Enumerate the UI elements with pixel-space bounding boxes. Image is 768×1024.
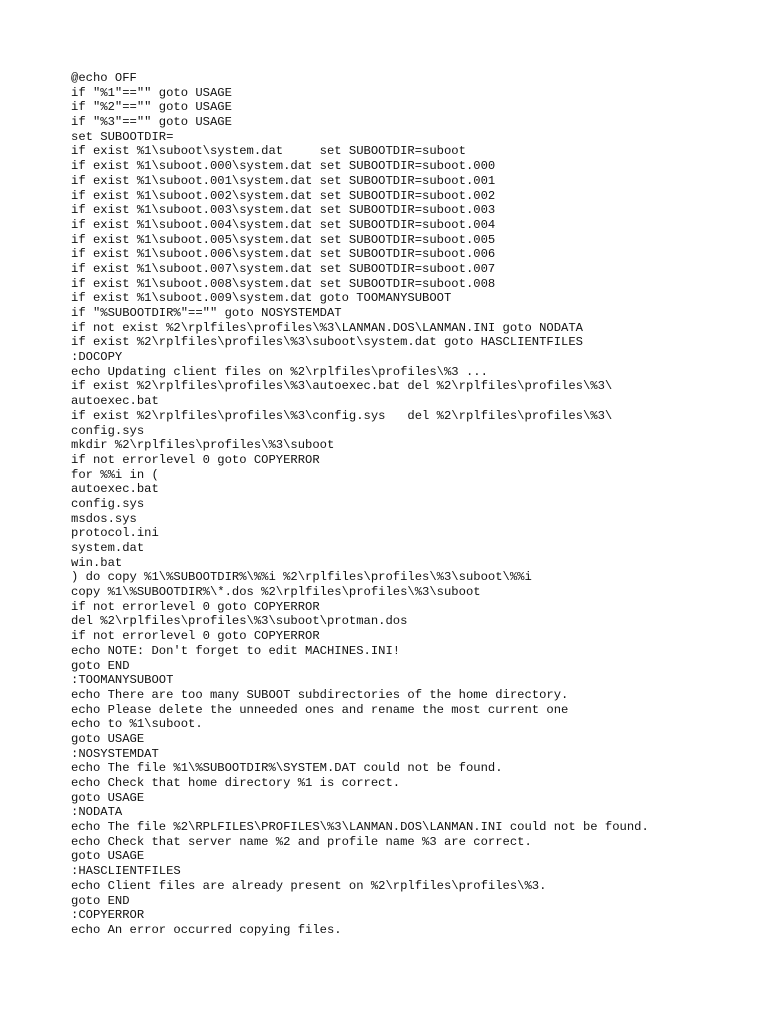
- code-line: config.sys: [71, 423, 145, 438]
- code-line: goto END: [71, 893, 130, 908]
- code-line: msdos.sys: [71, 511, 137, 526]
- code-line: goto USAGE: [71, 790, 145, 805]
- code-line: win.bat: [71, 555, 123, 570]
- code-line: if exist %2\rplfiles\profiles\%3\autoexec.bat del %2\rplfiles\profiles\%3\: [71, 379, 613, 394]
- code-line: set SUBOOTDIR=: [71, 129, 174, 144]
- code-line: :TOOMANYSUBOOT: [71, 673, 174, 688]
- code-line: mkdir %2\rplfiles\profiles\%3\suboot: [71, 438, 335, 453]
- code-line: echo Client files are already present on %2\rplfiles\profiles\%3.: [71, 878, 547, 893]
- code-line: echo Updating client files on %2\rplfiles\profiles\%3 ...: [71, 364, 488, 379]
- code-line: if "%3"=="" goto USAGE: [71, 115, 232, 130]
- code-line: :DOCOPY: [71, 350, 123, 365]
- code-line: if not errorlevel 0 goto COPYERROR: [71, 452, 320, 467]
- code-line: @echo OFF: [71, 71, 137, 85]
- code-line: protocol.ini: [71, 526, 159, 541]
- code-line: goto USAGE: [71, 849, 145, 864]
- code-line: if not errorlevel 0 goto COPYERROR: [71, 629, 320, 644]
- code-line: if exist %2\rplfiles\profiles\%3\config.sys del %2\rplfiles\profiles\%3\: [71, 408, 613, 423]
- code-line: if exist %1\suboot.003\system.dat set SUBOOTDIR=suboot.003: [71, 203, 496, 218]
- code-line: config.sys: [71, 496, 145, 511]
- code-line: if exist %1\suboot.000\system.dat set SUBOOTDIR=suboot.000: [71, 159, 496, 174]
- code-line: if "%2"=="" goto USAGE: [71, 100, 232, 115]
- code-line: :NODATA: [71, 805, 123, 820]
- code-line: if exist %1\suboot.009\system.dat goto TOOMANYSUBOOT: [71, 291, 452, 306]
- code-line: echo An error occurred copying files.: [71, 922, 342, 937]
- code-line: :COPYERROR: [71, 908, 145, 923]
- code-line: echo to %1\suboot.: [71, 717, 203, 732]
- code-line: if exist %1\suboot.006\system.dat set SUBOOTDIR=suboot.006: [71, 247, 496, 262]
- code-line: for %%i in (: [71, 467, 159, 482]
- code-line: :HASCLIENTFILES: [71, 864, 181, 879]
- code-line: if exist %1\suboot.004\system.dat set SUBOOTDIR=suboot.004: [71, 217, 496, 232]
- code-line: system.dat: [71, 541, 145, 555]
- code-line: if exist %1\suboot.002\system.dat set SUBOOTDIR=suboot.002: [71, 188, 496, 203]
- code-line: if not exist %2\rplfiles\profiles\%3\LANMAN.DOS\LANMAN.INI goto NODATA: [71, 320, 583, 335]
- code-line: copy %1\%SUBOOTDIR%\*.dos %2\rplfiles\profiles\%3\suboot: [71, 585, 481, 600]
- code-line: if "%SUBOOTDIR%"=="" goto NOSYSTEMDAT: [71, 306, 342, 320]
- code-line: if exist %2\rplfiles\profiles\%3\suboot\system.dat goto HASCLIENTFILES: [71, 335, 583, 350]
- code-line: echo The file %1\%SUBOOTDIR%\SYSTEM.DAT could not be found.: [71, 761, 503, 776]
- code-line: goto USAGE: [71, 731, 145, 746]
- code-line: echo Check that home directory %1 is correct.: [71, 776, 401, 790]
- code-line: autoexec.bat: [71, 394, 159, 409]
- code-line: echo Check that server name %2 and profile name %3 are correct.: [71, 834, 532, 849]
- code-line: if exist %1\suboot.005\system.dat set SUBOOTDIR=suboot.005: [71, 232, 496, 247]
- code-line: echo The file %2\RPLFILES\PROFILES\%3\LANMAN.DOS\LANMAN.INI could not be found.: [71, 820, 649, 835]
- code-line: if exist %1\suboot\system.dat set SUBOOTDIR=suboot: [71, 144, 466, 159]
- code-line: ) do copy %1\%SUBOOTDIR%\%%i %2\rplfiles\profiles\%3\suboot\%%i: [71, 570, 532, 585]
- code-line: goto END: [71, 658, 130, 673]
- code-line: if not errorlevel 0 goto COPYERROR: [71, 599, 320, 614]
- code-line: autoexec.bat: [71, 482, 159, 497]
- code-line: :NOSYSTEMDAT: [71, 746, 159, 761]
- code-line: if "%1"=="" goto USAGE: [71, 85, 232, 100]
- code-line: del %2\rplfiles\profiles\%3\suboot\protman.dos: [71, 614, 408, 629]
- batch-script-listing: [71, 71, 649, 938]
- code-line: if exist %1\suboot.001\system.dat set SUBOOTDIR=suboot.001: [71, 173, 496, 188]
- code-line: if exist %1\suboot.007\system.dat set SUBOOTDIR=suboot.007: [71, 261, 496, 276]
- code-line: echo Please delete the unneeded ones and rename the most current one: [71, 702, 569, 717]
- code-line: echo There are too many SUBOOT subdirectories of the home directory.: [71, 687, 569, 702]
- code-line: if exist %1\suboot.008\system.dat set SUBOOTDIR=suboot.008: [71, 276, 496, 291]
- code-line: echo NOTE: Don't forget to edit MACHINES.INI!: [71, 643, 401, 658]
